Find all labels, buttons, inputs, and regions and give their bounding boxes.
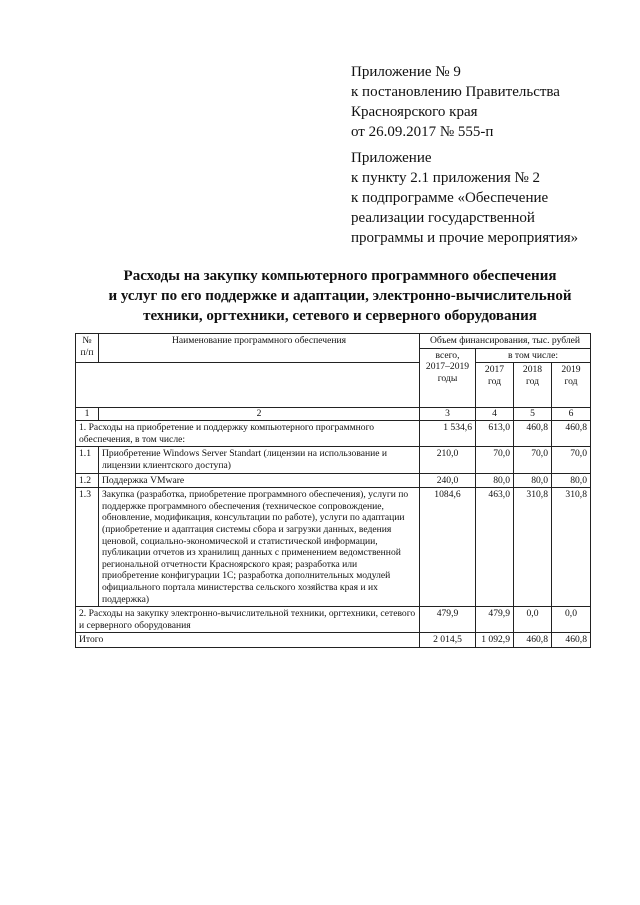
header-spacer	[76, 363, 420, 408]
row-2018: 80,0	[514, 473, 552, 488]
row-2018: 0,0	[514, 607, 552, 633]
row-2017: 463,0	[476, 488, 514, 607]
annex-sub-line: программы и прочие мероприятия»	[351, 230, 579, 246]
row-2018: 460,8	[514, 633, 552, 648]
document-title	[60, 266, 620, 326]
row-2017: 1 092,9	[476, 633, 514, 648]
table-row	[76, 447, 591, 473]
annex-main-line: от 26.09.2017 № 555-п	[351, 124, 494, 140]
column-number: 1	[76, 408, 99, 421]
header-year-2018: 2018 год	[514, 363, 552, 408]
row-name: Итого	[76, 633, 420, 648]
row-2018: 460,8	[514, 421, 552, 447]
row-name: Приобретение Windows Server Standart (лицензии на использование и лицензии клиентского доступа)	[99, 447, 420, 473]
row-num: 1.3	[76, 488, 99, 607]
header-num: № п/п	[76, 334, 99, 363]
annex-main-header	[351, 62, 560, 142]
column-number: 3	[420, 408, 476, 421]
annex-main-line: Приложение № 9	[351, 64, 461, 80]
row-2017: 80,0	[476, 473, 514, 488]
table-row	[76, 473, 591, 488]
title-line: Расходы на закупку компьютерного программного обеспечения	[123, 268, 557, 284]
row-2017: 479,9	[476, 607, 514, 633]
row-2019: 460,8	[552, 421, 591, 447]
column-number: 4	[476, 408, 514, 421]
row-2018: 70,0	[514, 447, 552, 473]
row-2019: 70,0	[552, 447, 591, 473]
row-2017: 613,0	[476, 421, 514, 447]
annex-sub-line: к подпрограмме «Обеспечение	[351, 190, 549, 206]
row-2019: 80,0	[552, 473, 591, 488]
header-name: Наименование программного обеспечения	[99, 334, 420, 363]
row-2017: 70,0	[476, 447, 514, 473]
title-line: техники, оргтехники, сетевого и серверного оборудования	[143, 308, 537, 324]
annex-sub-line: к пункту 2.1 приложения № 2	[351, 170, 541, 186]
row-total: 240,0	[420, 473, 476, 488]
row-total: 479,9	[420, 607, 476, 633]
row-name: 2. Расходы на закупку электронно-вычислительной техники, оргтехники, сетевого и серверного оборудования	[76, 607, 420, 633]
row-2019: 310,8	[552, 488, 591, 607]
row-2019: 460,8	[552, 633, 591, 648]
annex-main-line: к постановлению Правительства	[351, 84, 560, 100]
table-row	[76, 607, 591, 633]
row-total: 1084,6	[420, 488, 476, 607]
table-row	[76, 488, 591, 607]
row-2018: 310,8	[514, 488, 552, 607]
header-year-2019: 2019 год	[552, 363, 591, 408]
budget-table	[75, 333, 591, 648]
annex-sub-line: Приложение	[351, 150, 432, 166]
row-num: 1.1	[76, 447, 99, 473]
row-total: 210,0	[420, 447, 476, 473]
annex-main-line: Красноярского края	[351, 104, 478, 120]
annex-sub-line: реализации государственной	[351, 210, 535, 226]
column-number: 6	[552, 408, 591, 421]
header-total: всего, 2017–2019 годы	[420, 348, 476, 408]
table-row	[76, 633, 591, 648]
row-total: 2 014,5	[420, 633, 476, 648]
column-number-row	[76, 408, 591, 421]
row-num: 1.2	[76, 473, 99, 488]
column-number: 5	[514, 408, 552, 421]
header-including: в том числе:	[476, 348, 591, 363]
row-total: 1 534,6	[420, 421, 476, 447]
column-number: 2	[99, 408, 420, 421]
table-row	[76, 421, 591, 447]
annex-sub-header	[351, 148, 578, 248]
header-year-2017: 2017 год	[476, 363, 514, 408]
header-funding: Объем финансирования, тыс. рублей	[420, 334, 591, 349]
row-2019: 0,0	[552, 607, 591, 633]
row-name: 1. Расходы на приобретение и поддержку компьютерного программного обеспечения, в том числе:	[76, 421, 420, 447]
row-name: Закупка (разработка, приобретение программного обеспечения), услуги по поддержке программного обеспечения (техническое сопровождение, обновление, модификация, консультации по работе), услуги по адаптации (приобретение и адаптация системы сбора и загрузки данных, ведения ценовой, социально-экономической и статистической информации, публикации отчетов из хранилищ данных с применением ведомственной региональной отчетности Красноярского края; разработка или приобретение конфигурации 1С; разработка дополнительных модулей официального портала министерства сельского хозяйства края и их поддержка)	[99, 488, 420, 607]
row-name: Поддержка VMware	[99, 473, 420, 488]
title-line: и услуг по его поддержке и адаптации, электронно-вычислительной	[108, 288, 572, 304]
